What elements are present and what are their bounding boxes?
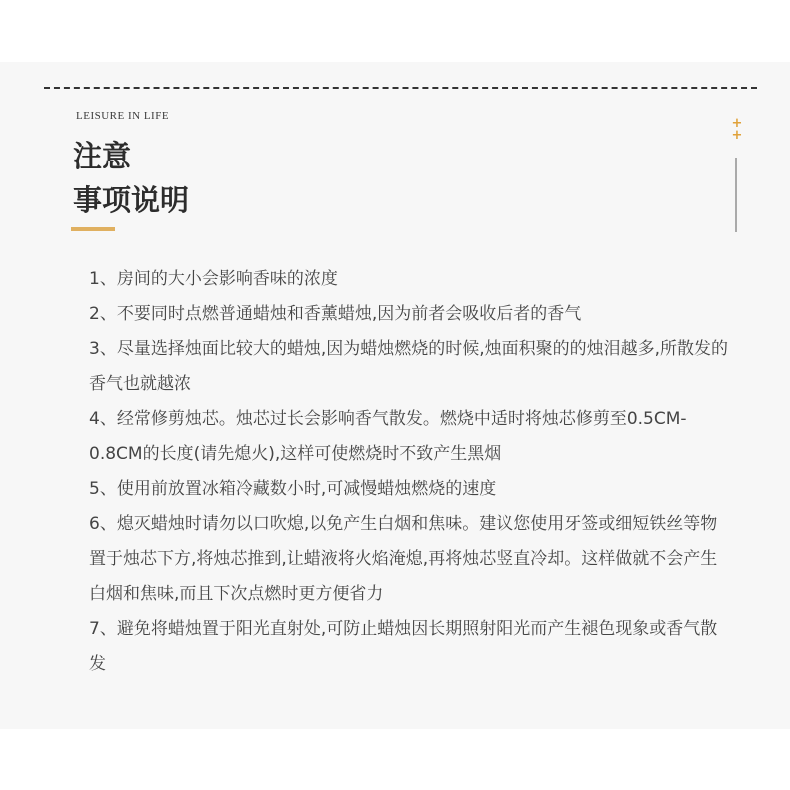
subtitle: LEISURE IN LIFE — [76, 110, 170, 122]
title-accent-bar — [71, 227, 115, 231]
list-item: 7、避免将蜡烛置于阳光直射处,可防止蜡烛因长期照射阳光而产生褪色现象或香气散发 — [89, 619, 718, 674]
list-item: 2、不要同时点燃普通蜡烛和香薰蜡烛,因为前者会吸收后者的香气 — [89, 304, 582, 324]
list-item: 5、使用前放置冰箱冷藏数小时,可减慢蜡烛燃烧的速度 — [89, 479, 497, 499]
notice-panel — [0, 62, 790, 729]
plus-icon: + — [731, 116, 743, 131]
page-title — [73, 134, 189, 222]
title-line-1: 注意 — [73, 139, 132, 173]
plus-icon: + — [731, 128, 743, 143]
list-item: 1、房间的大小会影响香味的浓度 — [89, 269, 338, 289]
dashed-divider — [44, 87, 757, 89]
notice-list — [89, 262, 729, 682]
list-item: 6、熄灭蜡烛时请勿以口吹熄,以免产生白烟和焦味。建议您使用牙签或细短铁丝等物置于烛芯下方,将烛芯推到,让蜡液将火焰淹熄,再将烛芯竖直冷却。这样做就不会产生白烟和焦味,而且下次点燃时更方便省力 — [89, 514, 718, 604]
list-item: 3、尽量选择烛面比较大的蜡烛,因为蜡烛燃烧的时候,烛面积聚的的烛泪越多,所散发的香气也就越浓 — [89, 339, 729, 394]
plus-decoration — [731, 118, 743, 142]
title-line-2: 事项说明 — [73, 183, 190, 217]
vertical-divider — [735, 158, 737, 232]
list-item: 4、经常修剪烛芯。烛芯过长会影响香气散发。燃烧中适时将烛芯修剪至0.5CM-0.8CM的长度(请先熄火),这样可使燃烧时不致产生黑烟 — [89, 409, 687, 464]
